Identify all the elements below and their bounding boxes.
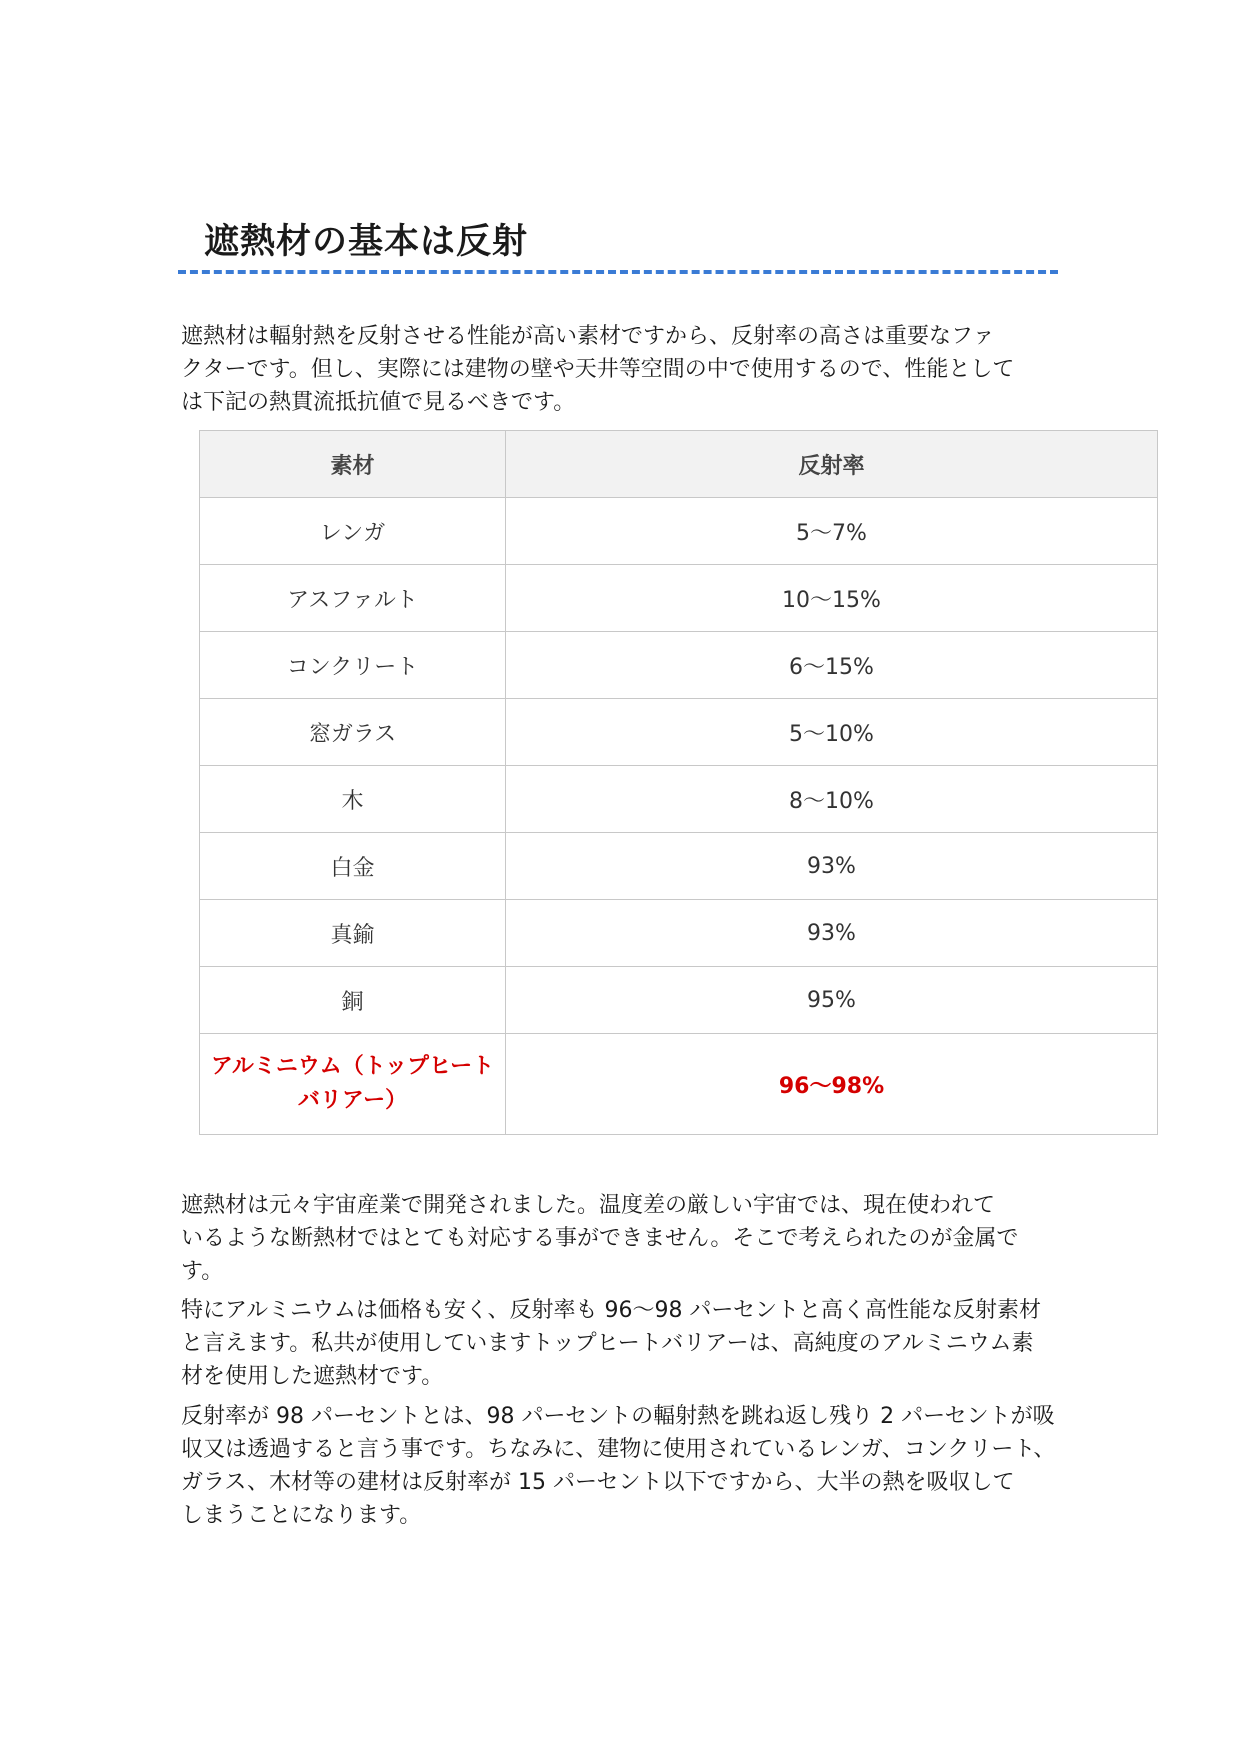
reflectance-cell: 93% [506, 833, 1158, 900]
material-cell: 窓ガラス [200, 699, 506, 766]
body-paragraph: 遮熱材は元々宇宙産業で開発されました。温度差の厳しい宇宙では、現在使われて いるような断熱材ではとても対応する事ができません。そこで考えられたのが金属で す。 [181, 1193, 1019, 1284]
table-row [200, 565, 1158, 632]
table-row [200, 967, 1158, 1034]
material-cell: 銅 [200, 967, 506, 1034]
reflectance-cell: 6～15% [506, 632, 1158, 699]
table-row [200, 498, 1158, 565]
material-cell: 木 [200, 766, 506, 833]
material-cell: 真鍮 [200, 900, 506, 967]
title-dashed-divider [178, 270, 1058, 274]
column-header-reflectance: 反射率 [506, 431, 1158, 498]
reflectance-cell: 10～15% [506, 565, 1158, 632]
material-cell-highlighted: アルミニウム（トップヒート バリアー） [200, 1034, 506, 1135]
reflectance-cell: 5～10% [506, 699, 1158, 766]
table-row [200, 766, 1158, 833]
body-paragraph: 特にアルミニウムは価格も安く、反射率も 96～98 パーセントと高く高性能な反射素材 と言えます。私共が使用していますトップヒートバリアーは、高純度のアルミニウム素 材を使用した遮熱材です。 [181, 1298, 1041, 1389]
body-paragraph: 反射率が 98 パーセントとは、98 パーセントの輻射熱を跳ね返し残り 2 パーセントが吸 収又は透過すると言う事です。ちなみに、建物に使用されているレンガ、コンクリート、 ガラス、木材等の建材は反射率が 15 パーセント以下ですから、大半の熱を吸収して しまうことになります。 [181, 1404, 1056, 1528]
intro-paragraph: 遮熱材は輻射熱を反射させる性能が高い素材ですから、反射率の高さは重要なファ クターです。但し、実際には建物の壁や天井等空間の中で使用するので、性能として は下記の熱貫流抵抗値で見るべきです。 [181, 324, 1015, 415]
table-row [200, 900, 1158, 967]
reflectance-cell-highlighted: 96～98% [506, 1034, 1158, 1135]
reflectance-table [199, 430, 1158, 1135]
reflectance-cell: 95% [506, 967, 1158, 1034]
reflectance-cell: 8～10% [506, 766, 1158, 833]
material-cell: 白金 [200, 833, 506, 900]
table-row-highlighted [200, 1034, 1158, 1135]
table-row [200, 632, 1158, 699]
column-header-material: 素材 [200, 431, 506, 498]
material-cell: アスファルト [200, 565, 506, 632]
page-title: 遮熱材の基本は反射 [204, 222, 529, 262]
reflectance-cell: 93% [506, 900, 1158, 967]
reflectance-cell: 5～7% [506, 498, 1158, 565]
material-cell: コンクリート [200, 632, 506, 699]
material-cell: レンガ [200, 498, 506, 565]
table-header-row [200, 431, 1158, 498]
table-row [200, 699, 1158, 766]
table-row [200, 833, 1158, 900]
